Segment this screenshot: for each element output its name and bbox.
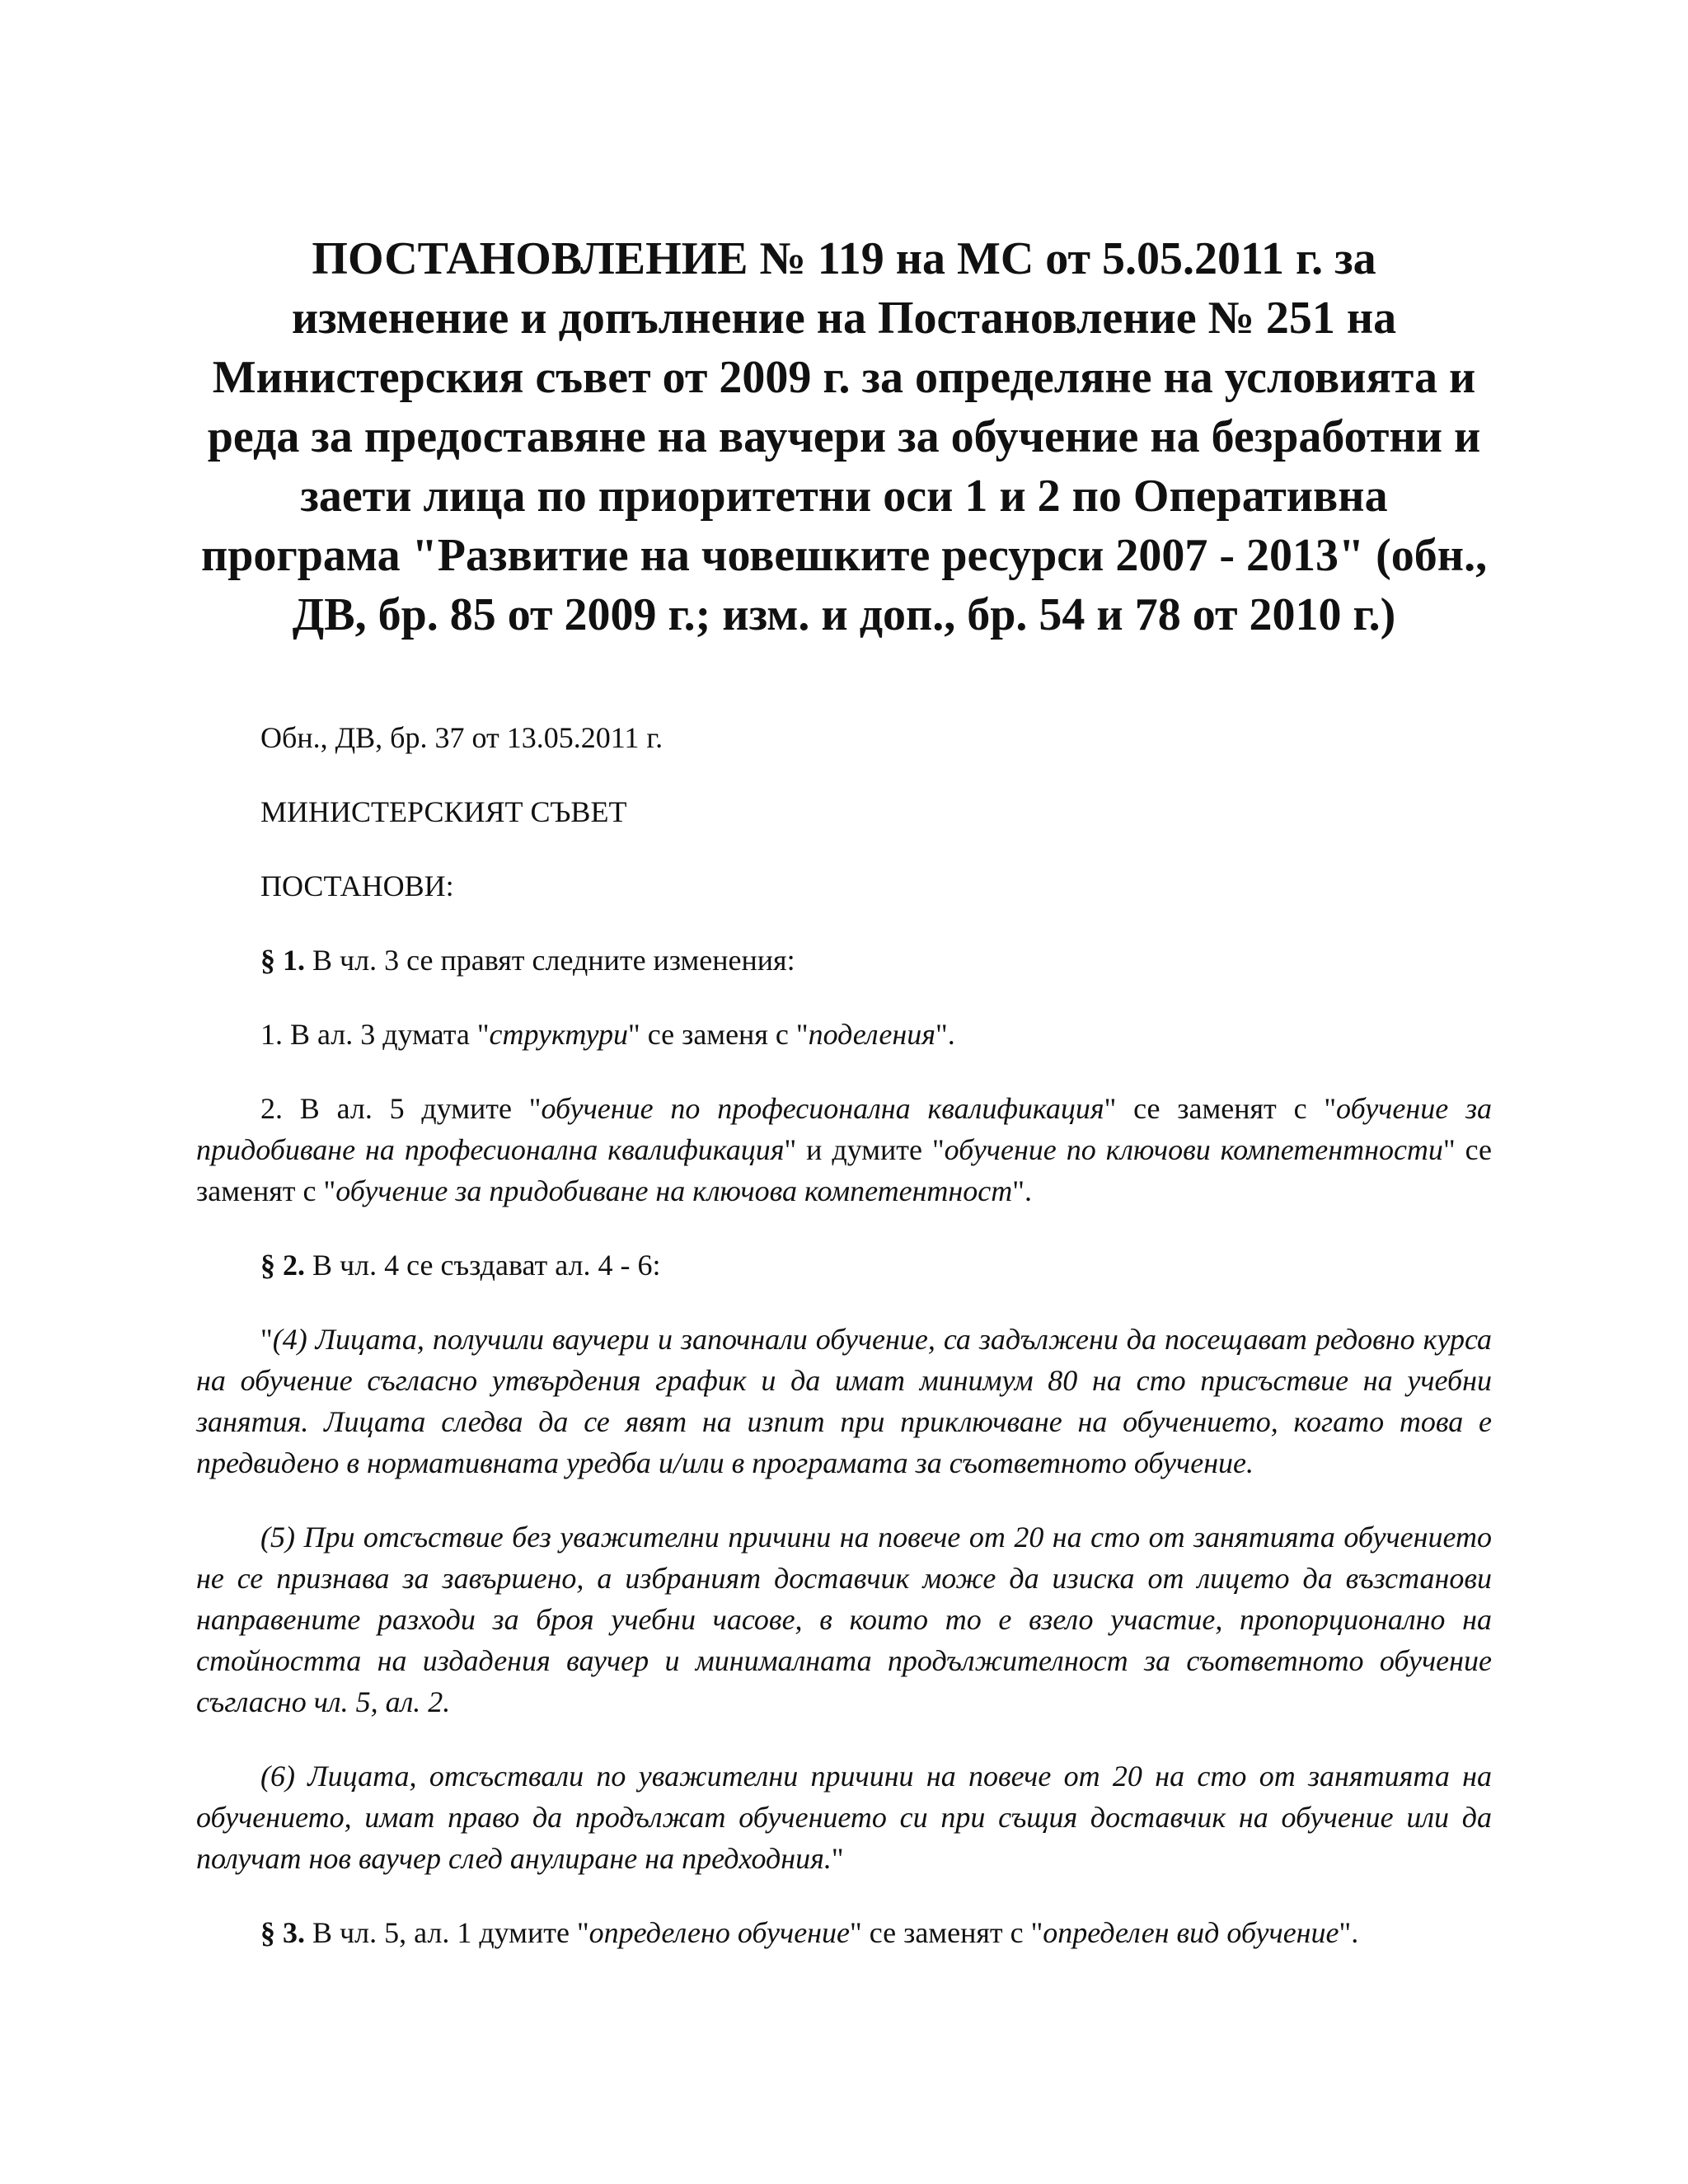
document-body xyxy=(196,717,1492,1953)
section-3-text-a: В чл. 5, ал. 1 думите " xyxy=(305,1916,589,1949)
item-1-old-term: структури xyxy=(489,1018,628,1051)
item-2-text-i: ". xyxy=(1012,1174,1032,1207)
paragraph-4-text: (4) Лицата, получили ваучери и започнали обучение, са задължени да посещават редовно курса на обучение съгласно утвърдения график и да имат минимум 80 на сто присъствие на учебни занятия. Лицата следва да се явят на изпит при приключване на обучението, когато това е предвидено в нормативната уредба и/или в програмата за съответното обучение. xyxy=(196,1323,1492,1479)
section-1 xyxy=(196,940,1492,981)
item-2-term-f: обучение по ключови компетентности xyxy=(944,1133,1443,1166)
resolved-line: ПОСТАНОВИ: xyxy=(260,869,454,902)
section-3-text-c: " се заменят с " xyxy=(850,1916,1043,1949)
publication-line: Обн., ДВ, бр. 37 от 13.05.2011 г. xyxy=(260,721,663,754)
item-1-new-term: поделения xyxy=(808,1018,935,1051)
section-2-text: В чл. 4 се създават ал. 4 - 6: xyxy=(305,1249,661,1282)
item-1-text-c: " се заменя с " xyxy=(628,1018,809,1051)
item-2-term-h: обучение за придобиване на ключова компетентност xyxy=(335,1174,1013,1207)
item-1-text-a: 1. В ал. 3 думата " xyxy=(260,1018,490,1051)
section-1-mark: § 1. xyxy=(260,944,305,977)
item-2-text-g: " се заменят с " xyxy=(196,1133,1493,1207)
paragraph-4 xyxy=(196,1319,1492,1483)
item-2 xyxy=(196,1088,1492,1212)
item-2-text-e: " и думите " xyxy=(784,1133,945,1166)
section-3-new-term: определен вид обучение xyxy=(1043,1916,1339,1949)
paragraph-6-quote: " xyxy=(831,1842,844,1875)
issuer-line: МИНИСТЕРСКИЯТ СЪВЕТ xyxy=(260,795,627,828)
paragraph-6-text: (6) Лицата, отсъствали по уважителни причини на повече от 20 на сто от занятията на обучението, имат право да продължат обучението си при същия доставчик на обучение или да получат нов ваучер след анулиране на предходния. xyxy=(196,1760,1492,1875)
item-2-term-b: обучение по професионална квалификация xyxy=(541,1092,1104,1125)
item-2-term-d: обучение за придобиване на професионална квалификация xyxy=(196,1092,1493,1166)
section-2 xyxy=(196,1244,1492,1286)
document-title: ПОСТАНОВЛЕНИЕ № 119 на МС от 5.05.2011 г. за изменение и допълнение на Постановление № 251 на Министерския съвет от 2009 г. за определяне на условията и реда за предоставяне на ваучери за обучение на безработни и заети лица по приоритетни оси 1 и 2 по Оперативна програма "Развитие на човешките ресурси 2007 - 2013" (обн., ДВ, бр. 85 от 2009 г.; изм. и доп., бр. 54 и 78 от 2010 г.) xyxy=(200,233,1488,640)
item-2-text-c: " се заменят с " xyxy=(1104,1092,1337,1125)
paragraph-5: (5) При отсъствие без уважителни причини на повече от 20 на сто от занятията обучението не се признава за завършено, а избраният доставчик може да изиска от лицето да възстанови направените разходи за броя учебни часове, в които то е взело участие, пропорционално на стойността на издадения ваучер и минималната продължителност за съответното обучение съгласно чл. 5, ал. 2. xyxy=(196,1521,1492,1718)
section-3-mark: § 3. xyxy=(260,1916,305,1949)
paragraph-6 xyxy=(196,1755,1492,1879)
section-2-mark: § 2. xyxy=(260,1249,305,1282)
section-3 xyxy=(196,1912,1492,1953)
section-3-old-term: определено обучение xyxy=(588,1916,851,1949)
item-2-text-a: 2. В ал. 5 думите " xyxy=(260,1092,542,1125)
section-1-text: В чл. 3 се правят следните изменения: xyxy=(305,944,795,977)
paragraph-4-quote: " xyxy=(260,1323,273,1356)
item-1 xyxy=(196,1014,1492,1055)
item-1-text-e: ". xyxy=(935,1018,955,1051)
section-3-text-e: ". xyxy=(1339,1916,1359,1949)
